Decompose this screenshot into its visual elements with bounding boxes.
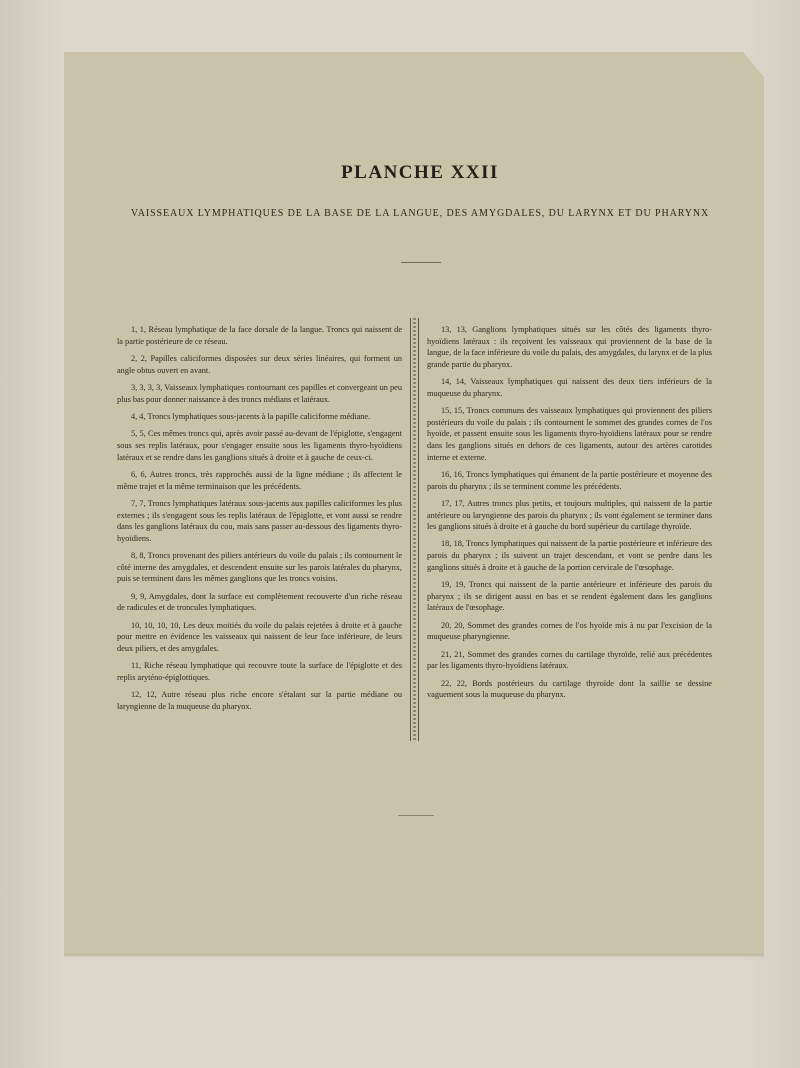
legend-entry-20: 20, 20, Sommet des grandes cornes de l'os hyoïde mis à nu par l'excision de la muqueuse pharyngienne. [427, 620, 712, 642]
legend-entry-8: 8, 8, Troncs provenant des piliers antérieurs du voile du palais ; ils contournent le côté interne des amygdales, et descendent ensuite sur les parois latérales du pharynx, puis se terminent dans les mêmes ganglions que les troncs voisins. [117, 551, 402, 584]
legend-entry-6: 6, 6, Autres troncs, très rapprochés aussi de la ligne médiane ; ils affectent le même trajet et la même terminaison que les précédents. [117, 469, 402, 491]
legend-entry-13: 13, 13, Ganglions lymphatiques situés sur les côtés des ligaments thyro-hyoïdiens latéraux : ils reçoivent les vaisseaux qui proviennent de la base de la langue, de la face inférieure du voile du palais, des amygdales, du larynx et de la plus grande partie du pharynx. [427, 325, 712, 369]
legend-entry-21: 21, 21, Sommet des grandes cornes du cartilage thyroïde, relié aux précédentes par les ligaments thyro-hyoïdiens latéraux. [427, 649, 712, 671]
legend-left-column [117, 324, 402, 718]
legend-entry-11: 11, Riche réseau lymphatique qui recouvre toute la surface de l'épiglotte et des replis aryténo-épiglottiques. [117, 661, 402, 682]
column-divider-ornament [410, 318, 419, 741]
plate-title: PLANCHE XXII [341, 162, 499, 183]
legend-entry-16: 16, 16, Troncs lymphatiques qui émanent de la partie postérieure et moyenne des parois du pharynx ; ils se terminent comme les précédents. [427, 469, 712, 491]
legend-entry-22: 22, 22, Bords postérieurs du cartilage thyroïde dont la saillie se dessine vaguement sous la muqueuse du pharynx. [427, 678, 712, 700]
legend-entry-3: 3, 3, 3, 3, Vaisseaux lymphatiques contournant ces papilles et convergeant un peu plus bas pour donner naissance à des troncs médians et latéraux. [117, 382, 402, 404]
legend-entry-18: 18, 18, Troncs lymphatiques qui naissent de la partie postérieure et inférieure des parois du pharynx ; ils suivent un trajet descendant, et vont se perdre dans les ganglions situés à droite et à gauche de la portion cervicale de l'œsophage. [427, 539, 712, 572]
title-rule [401, 262, 441, 263]
legend-entry-4: 4, 4, Troncs lymphatiques sous-jacents à la papille caliciforme médiane. [131, 411, 371, 421]
legend-entry-2: 2, 2, Papilles caliciformes disposées sur deux séries linéaires, qui forment un angle obtus ouvert en avant. [117, 353, 402, 375]
plate-bottom-edge [64, 954, 764, 958]
legend-entry-12: 12, 12, Autre réseau plus riche encore s'étalant sur la partie médiane ou laryngienne de la muqueuse du pharynx. [117, 690, 402, 711]
legend-entry-10: 10, 10, 10, 10, Les deux moitiés du voile du palais rejetées à droite et à gauche pour mettre en évidence les vaisseaux qui naissent de leur face inférieure, de leurs deux piliers, et des amygdales. [117, 620, 402, 653]
legend-entry-17: 17, 17, Autres troncs plus petits, et toujours multiples, qui naissent de la partie antérieure ou laryngienne des parois du pharynx ; ils vont également se terminer dans les ganglions situés à droite et à gauche du bord supérieur du cartilage thyroïde. [427, 498, 712, 532]
legend-entry-1: 1, 1, Réseau lymphatique de la face dorsale de la langue. Troncs qui naissent de la partie postérieure de ce réseau. [117, 325, 402, 346]
legend-entry-15: 15, 15, Troncs communs des vaisseaux lymphatiques qui proviennent des piliers postérieurs du voile du palais ; ils contournent le sommet des grandes cornes de l'os hyoïde, et passent ensuite sous les ligaments thyro-hyoïdiens latéraux pour se rendre dans les ganglions situés en dehors de ces ligaments, autour des artères carotides interne et externe. [427, 406, 712, 462]
legend-entry-5: 5, 5, Ces mêmes troncs qui, après avoir passé au-devant de l'épiglotte, s'engagent sous ses replis latéraux, pour s'engager ensuite sous les ligaments thyro-hyoïdiens latéraux et se rendre dans les ganglions situés à droite et à gauche de ceux-ci. [117, 429, 402, 462]
legend-entry-14: 14, 14, Vaisseaux lymphatiques qui naissent des deux tiers inférieurs de la muqueuse du pharynx. [427, 377, 712, 398]
legend-right-column [427, 324, 712, 707]
legend-entry-9: 9, 9, Amygdales, dont la surface est complètement recouverte d'un riche réseau de radicules et de troncules lymphatiques. [117, 591, 402, 613]
closing-rule [398, 815, 434, 816]
legend-entry-7: 7, 7, Troncs lymphatiques latéraux sous-jacents aux papilles caliciformes les plus externes ; ils s'engagent sous les replis latéraux de l'épiglotte, et vont aussi se rendre dans les ganglions latéraux du cou, mais sans passer au-dessous des ligaments thyro-hyoïdiens. [117, 498, 402, 543]
legend-entry-19: 19, 19, Troncs qui naissent de la partie antérieure et inférieure des parois du pharynx ; ils se dirigent aussi en bas et se rendent également dans les ganglions latéraux de l'œsophage. [427, 580, 712, 613]
plate-subtitle: VAISSEAUX LYMPHATIQUES DE LA BASE DE LA LANGUE, DES AMYGDALES, DU LARYNX ET DU PHARYNX [130, 208, 710, 219]
